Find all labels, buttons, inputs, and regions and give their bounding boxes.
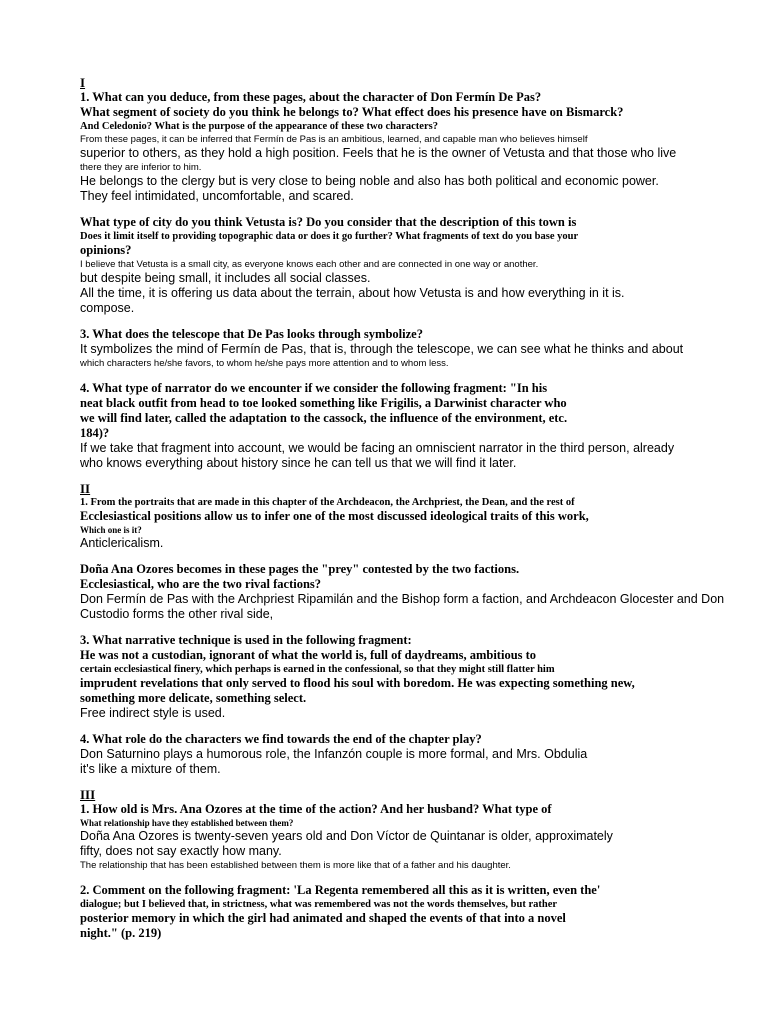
section <box>80 76 700 471</box>
section-heading: III <box>80 787 96 802</box>
answer-text: The relationship that has been established between them is more like that of a father and his daughter. <box>80 860 511 871</box>
question-text: Ecclesiastical positions allow us to infer one of the most discussed ideological traits of this work, <box>80 509 589 523</box>
spacer <box>80 204 700 215</box>
answer-text: who knows everything about history since he can tell us that we will find it later. <box>80 456 517 470</box>
answer-text: All the time, it is offering us data about the terrain, about how Vetusta is and how everything in it is. <box>80 286 625 300</box>
answer-text: It symbolizes the mind of Fermín de Pas, that is, through the telescope, we can see what he thinks and about <box>80 342 684 356</box>
answer-text: Anticlericalism. <box>80 536 164 550</box>
document-page <box>80 75 725 941</box>
spacer <box>80 551 700 562</box>
spacer <box>80 316 700 327</box>
question-block <box>80 496 700 551</box>
question-text: 184)? <box>80 426 110 440</box>
question-text: 1. What can you deduce, from these pages, about the character of Don Fermín De Pas? <box>80 90 542 104</box>
question-text: 3. What narrative technique is used in the following fragment: <box>80 633 412 647</box>
spacer <box>80 721 700 732</box>
question-text: And Celedonio? What is the purpose of the appearance of these two characters? <box>80 121 438 132</box>
question-text: He was not a custodian, ignorant of what the world is, full of daydreams, ambitious to <box>80 648 537 662</box>
question-text: imprudent revelations that only served to flood his soul with boredom. He was expecting something new, <box>80 676 635 690</box>
question-block <box>80 802 700 872</box>
question-text: something more delicate, something select. <box>80 691 307 705</box>
question-text: What segment of society do you think he belongs to? What effect does his presence have on Bismarck? <box>80 105 624 119</box>
question-text: Does it limit itself to providing topographic data or does it go further? What fragments of text do you base your <box>80 231 579 242</box>
answer-text: Free indirect style is used. <box>80 706 226 720</box>
answer-text: I believe that Vetusta is a small city, as everyone knows each other and are connected in one way or another. <box>80 259 539 270</box>
question-text: Ecclesiastical, who are the two rival factions? <box>80 577 322 591</box>
answer-text: Custodio forms the other rival side, <box>80 607 274 621</box>
question-text: What relationship have they established between them? <box>80 818 294 828</box>
question-text: 3. What does the telescope that De Pas looks through symbolize? <box>80 327 423 341</box>
question-text: 4. What type of narrator do we encounter if we consider the following fragment: "In his <box>80 381 548 395</box>
spacer <box>80 370 700 381</box>
answer-text: From these pages, it can be inferred that Fermín de Pas is an ambitious, learned, and capable man who believes himself <box>80 134 588 145</box>
answer-text: there they are inferior to him. <box>80 162 202 173</box>
question-block <box>80 327 700 370</box>
answer-text: Doña Ana Ozores is twenty-seven years old and Don Víctor de Quintanar is older, approximately <box>80 829 613 843</box>
spacer <box>80 872 700 883</box>
question-text: Doña Ana Ozores becomes in these pages the "prey" contested by the two factions. <box>80 562 520 576</box>
question-text: posterior memory in which the girl had animated and shaped the events of that into a novel <box>80 911 566 925</box>
question-block <box>80 633 700 721</box>
answer-text: compose. <box>80 301 135 315</box>
question-block <box>80 381 700 471</box>
question-text: What type of city do you think Vetusta is? Do you consider that the description of this town is <box>80 215 577 229</box>
question-text: 1. How old is Mrs. Ana Ozores at the time of the action? And her husband? What type of <box>80 802 552 816</box>
section-heading: I <box>80 75 86 90</box>
answer-text: Don Saturnino plays a humorous role, the Infanzón couple is more formal, and Mrs. Obdulia <box>80 747 588 761</box>
question-block <box>80 562 725 622</box>
question-text: 4. What role do the characters we find towards the end of the chapter play? <box>80 732 482 746</box>
question-text: dialogue; but I believed that, in strictness, what was remembered was not the words themselves, but rather <box>80 899 558 910</box>
question-block <box>80 732 700 777</box>
section-heading: II <box>80 481 91 496</box>
section <box>80 788 700 941</box>
question-block <box>80 90 700 204</box>
section <box>80 481 725 777</box>
question-text: night." (p. 219) <box>80 926 162 940</box>
answer-text: fifty, does not say exactly how many. <box>80 844 282 858</box>
question-text: opinions? <box>80 243 132 257</box>
spacer <box>80 777 700 788</box>
answer-text: which characters he/she favors, to whom he/she pays more attention and to whom less. <box>80 358 449 369</box>
question-text: certain ecclesiastical finery, which perhaps is earned in the confessional, so that they might still flatter him <box>80 664 555 675</box>
question-text: we will find later, called the adaptation to the cassock, the influence of the environment, etc. <box>80 411 568 425</box>
answer-text: If we take that fragment into account, we would be facing an omniscient narrator in the third person, already <box>80 441 675 455</box>
question-text: neat black outfit from head to toe looked something like Frigilis, a Darwinist character who <box>80 396 567 410</box>
question-block <box>80 215 700 316</box>
question-text: 1. From the portraits that are made in this chapter of the Archdeacon, the Archpriest, the Dean, and the rest of <box>80 497 575 508</box>
answer-text: They feel intimidated, uncomfortable, and scared. <box>80 189 354 203</box>
answer-text: Don Fermín de Pas with the Archpriest Ripamilán and the Bishop form a faction, and Archdeacon Glocester and Don <box>80 592 725 606</box>
answer-text: superior to others, as they hold a high position. Feels that he is the owner of Vetusta and that those who live <box>80 146 677 160</box>
question-block <box>80 883 700 941</box>
question-text: Which one is it? <box>80 525 142 535</box>
answer-text: but despite being small, it includes all social classes. <box>80 271 371 285</box>
spacer <box>80 622 700 633</box>
question-text: 2. Comment on the following fragment: 'La Regenta remembered all this as it is written, even the' <box>80 883 601 897</box>
answer-text: He belongs to the clergy but is very close to being noble and also has both political and economic power. <box>80 174 659 188</box>
spacer <box>80 471 700 482</box>
answer-text: it's like a mixture of them. <box>80 762 221 776</box>
